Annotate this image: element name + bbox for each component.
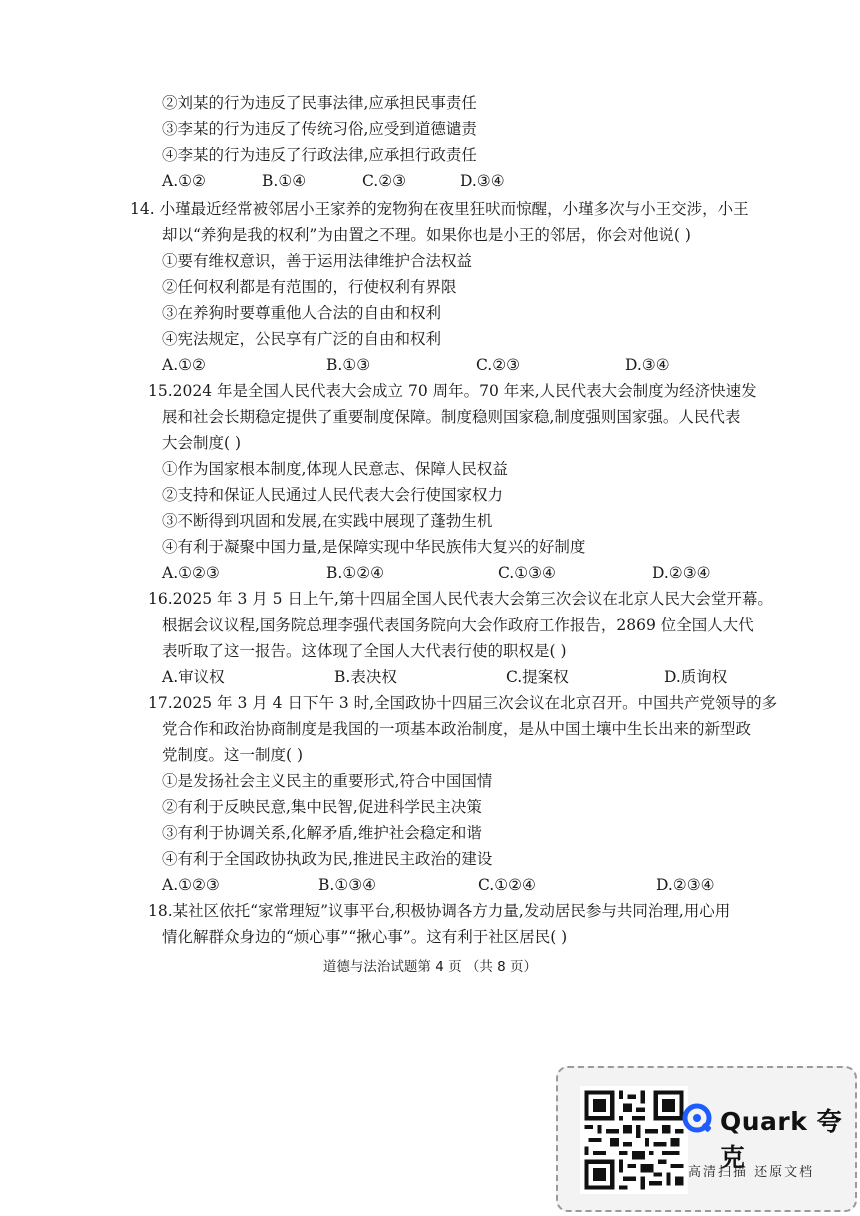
option-line: ④有利于全国政协执政为民,推进民主政治的建设 bbox=[162, 850, 493, 868]
option-line: ③在养狗时要尊重他人合法的自由和权利 bbox=[162, 304, 442, 322]
option-line: ①要有维权意识，善于运用法律维护合法权益 bbox=[162, 252, 473, 270]
choice-c: C.①②④ bbox=[478, 876, 536, 894]
choice-d: D.②③④ bbox=[656, 876, 715, 894]
quark-brand bbox=[682, 1100, 852, 1172]
choice-a: A.①②③ bbox=[162, 876, 220, 894]
choice-d: D.质询权 bbox=[664, 668, 728, 686]
choice-a: A.①② bbox=[162, 172, 206, 190]
question-16-text: 16.2025 年 3 月 5 日上午,第十四届全国人民代表大会第三次会议在北京人民大会堂开幕。 bbox=[148, 590, 773, 608]
option-line: ②任何权利都是有范围的，行使权利有界限 bbox=[162, 278, 457, 296]
option-line: ④李某的行为违反了行政法律,应承担行政责任 bbox=[162, 146, 477, 164]
question-17-text: 党制度。这一制度( ) bbox=[162, 746, 304, 764]
option-line: ①是发扬社会主义民主的重要形式,符合中国国情 bbox=[162, 772, 493, 790]
choice-b: B.①③ bbox=[326, 356, 371, 374]
quark-tagline: 高清扫描 还原文档 bbox=[688, 1165, 815, 1180]
option-line: ③有利于协调关系,化解矛盾,维护社会稳定和谐 bbox=[162, 824, 482, 842]
option-line: ④宪法规定，公民享有广泛的自由和权利 bbox=[162, 330, 442, 348]
question-18-text: 情化解群众身边的“烦心事”“揪心事”。这有利于社区居民( ) bbox=[162, 928, 568, 946]
question-15-text: 大会制度( ) bbox=[162, 434, 242, 452]
choice-a: A.①② bbox=[162, 356, 206, 374]
option-line: ②刘某的行为违反了民事法律,应承担民事责任 bbox=[162, 94, 477, 112]
choice-c: C.②③ bbox=[476, 356, 521, 374]
option-line: ②支持和保证人民通过人民代表大会行使国家权力 bbox=[162, 486, 504, 504]
choice-c: C.提案权 bbox=[506, 668, 569, 686]
choice-b: B.①③④ bbox=[318, 876, 377, 894]
choice-a: A.①②③ bbox=[162, 564, 220, 582]
question-17-text: 党合作和政治协商制度是我国的一项基本政治制度，是从中国土壤中生长出来的新型政 bbox=[162, 720, 752, 738]
question-15-text: 展和社会长期稳定提供了重要制度保障。制度稳则国家稳,制度强则国家强。人民代表 bbox=[162, 408, 741, 426]
question-15-text: 15.2024 年是全国人民代表大会成立 70 周年。70 年来,人民代表大会制度为经济快速发 bbox=[148, 382, 757, 400]
question-16-text: 表听取了这一报告。这体现了全国人大代表行使的职权是( ) bbox=[162, 642, 567, 660]
choice-b: B.①②④ bbox=[326, 564, 385, 582]
option-line: ④有利于凝聚中国力量,是保障实现中华民族伟大复兴的好制度 bbox=[162, 538, 586, 556]
question-18-text: 18.某社区依托“家常理短”议事平台,积极协调各方力量,发动居民参与共同治理,用心用 bbox=[148, 902, 731, 920]
question-16-text: 根据会议议程,国务院总理李强代表国务院向大会作政府工作报告，2869 位全国人大代 bbox=[162, 616, 754, 634]
question-14-text: 14. 小瑾最近经常被邻居小王家养的宠物狗在夜里狂吠而惊醒，小瑾多次与小王交涉，小王 bbox=[130, 200, 749, 218]
option-line: ③李某的行为违反了传统习俗,应受到道德谴责 bbox=[162, 120, 477, 138]
quark-brand-name: Quark 夸克 bbox=[720, 1107, 843, 1172]
choice-c: C.①③④ bbox=[498, 564, 556, 582]
choice-c: C.②③ bbox=[362, 172, 407, 190]
choice-b: B.表决权 bbox=[334, 668, 397, 686]
page-footer: 道德与法治试题第 4 页 （共 8 页） bbox=[322, 959, 538, 975]
option-line: ③不断得到巩固和发展,在实践中展现了蓬勃生机 bbox=[162, 512, 493, 530]
option-line: ②有利于反映民意,集中民智,促进科学民主决策 bbox=[162, 798, 482, 816]
choice-a: A.审议权 bbox=[162, 668, 225, 686]
choice-b: B.①④ bbox=[262, 172, 307, 190]
qr-code-icon bbox=[580, 1086, 688, 1194]
question-17-text: 17.2025 年 3 月 4 日下午 3 时,全国政协十四届三次会议在北京召开。中国共产党领导的多 bbox=[148, 694, 778, 712]
choice-d: D.②③④ bbox=[652, 564, 711, 582]
choice-d: D.③④ bbox=[625, 356, 670, 374]
choice-d: D.③④ bbox=[460, 172, 505, 190]
quark-logo-icon bbox=[682, 1103, 714, 1135]
quark-scan-badge bbox=[556, 1066, 857, 1212]
option-line: ①作为国家根本制度,体现人民意志、保障人民权益 bbox=[162, 460, 508, 478]
question-14-text: 却以“养狗是我的权利”为由置之不理。如果你也是小王的邻居，你会对他说( ) bbox=[162, 226, 691, 244]
